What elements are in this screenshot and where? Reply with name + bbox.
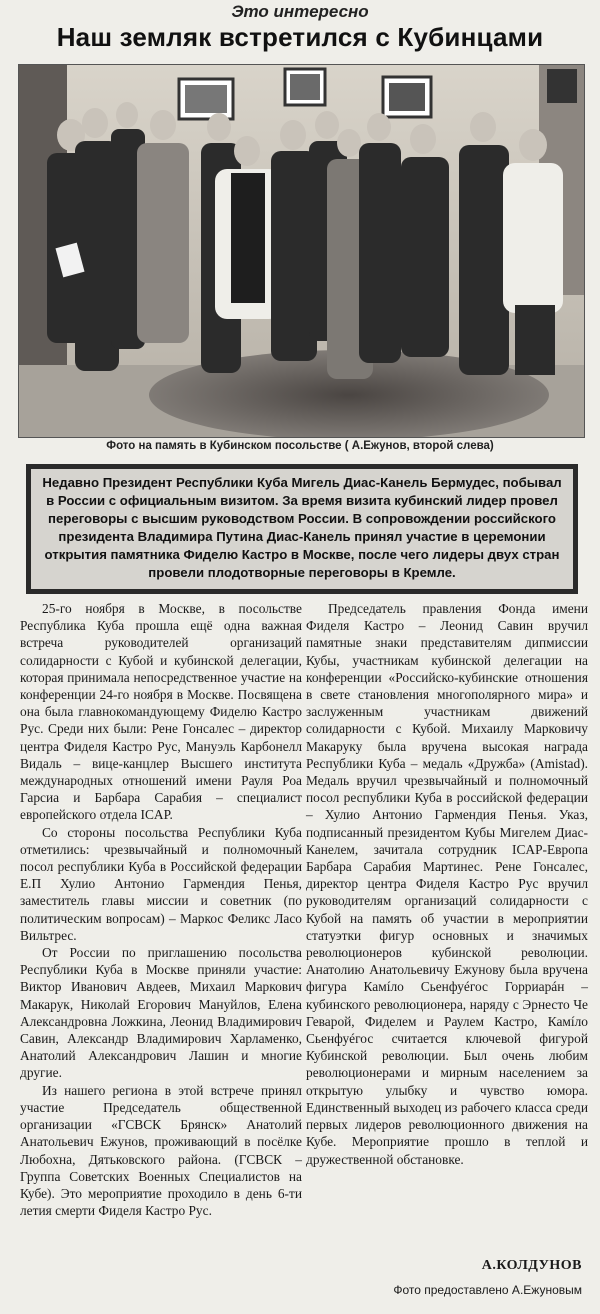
paragraph: 25-го ноября в Москве, в посольстве Республика Куба прошла ещё одна важная встреча руководителей организаций солидарности с Кубой и кубинской делегации, которая принимала непосредственное участие на конференции 24-го ноября в Москве. Посвящена она была главнокомандующему Фиделю Кастро Рус. Среди них были: Рене Гонсалес – директор центра Фиделя Кастро Рус, Мануэль Карбонелл Видаль – вице-канцлер Высшего института международных отношений имени Рауля Роа Гарсиа и Барбара Сарабия – специалист европейского отдела ICAP. (20, 601, 302, 823)
author-byline: А.КОЛДУНОВ (481, 1258, 582, 1273)
lead-box (26, 464, 578, 594)
paragraph: От России по приглашению посольства Республики Куба в Москве приняли участие: Виктор Иванович Авдеев, Михаил Маркович Макарук, Николай Егорович Мануйлов, Елена Александровна Ложкина, Леонид Владимирович Савин, Александр Владимирович Харламенко, Анатолий Александрович Лашин и многие другие. (20, 945, 302, 1081)
paragraph: Председатель правления Фонда имени Фиделя Кастро – Леонид Савин вручил памятные знаки представителям дипмиссии Кубы, участникам кубинской делегации на конференции «Российско-кубинские отношения в свете становления многополярного мира» и заслуженным участникам движений солидарности с Кубой. Михаилу Марковичу Макаруку была вручена высокая награда Республики Куба – медаль «Дружба» (Amistad). Медаль вручил чрезвычайный и полномочный посол республики Куба в российской федерации – Хулио Антонио Гармендия Пенья. Указ, подписанный президентом Кубы Мигелем Диас-Канелем, зачитала сотрудник ICAP-Европа Барбара Сарабия Мартинес. Рене Гонсалес, директор центра Фиделя Кастро Рус вручил руководителям организаций солидарности с Кубой на память об участии в мероприятии статуэтки фигур основных и значимых революционеров кубинской революции. Анатолию Анатольевичу Ежунову была вручена фигура Камíло Сьенфуéгос Горриарáн – кубинского революционера, наряду с Эрнесто Че Геварой, Фиделем и Раулем Кастро, Камíло Сьенфуéгос считается ключевой фигурой Кубинской революции. Был очень любим революционерами и мирным населением за открытую улыбку и чувство юмора. Единственный выходец из рабочего класса среди первых лидеров революционного движения на Кубе. Мероприятие прошло в теплой и дружественной обстановке. (306, 601, 588, 1167)
paragraph: Из нашего региона в этой встрече принял участие Председатель общественной организации «ГСВСК Брянск» Анатолий Анатольевич Ежунов, проживающий в посёлке Любохна, Дятьковского района. (ГСВСК – Группа Советских Военных Специалистов на Кубе). Это мероприятие проходило в день 6-ти летия смерти Фиделя Кастро Рус. (20, 1082, 302, 1219)
photo-credit: Фото предоставлено А.Ежуновым (393, 1283, 582, 1297)
article-column-right (306, 600, 588, 1168)
photo-caption: Фото на память в Кубинском посольстве ( А.Ежунов, второй слева) (106, 440, 494, 452)
article-column-left (20, 600, 302, 1219)
paragraph: Со стороны посольства Республики Куба отметились: чрезвычайный и полномочный посол республики Куба в Российской федерации Е.П Хулио Антонио Гармендия Пенья, заместитель главы миссии и советник (по политическим вопросам) – Маркос Феликс Ласо Вильтрес. (20, 824, 302, 943)
article-headline: Наш земляк встретился с Кубинцами (56, 22, 544, 52)
lead-text: Недавно Президент Республики Куба Мигель Диас-Канель Бермудес, побывал в России с официальным визитом. За время визита кубинский лидер провел переговоры с высшим руководством России. В сопровождении российского президента Владимира Путина Диас-Канель принял участие в церемонии открытия памятника Фиделю Кастро в Москве, после чего лидеры двух стран провели плодотворные переговоры в Кремле. (31, 469, 573, 589)
section-rubric: Это интересно (231, 2, 369, 21)
group-photo (18, 64, 585, 438)
